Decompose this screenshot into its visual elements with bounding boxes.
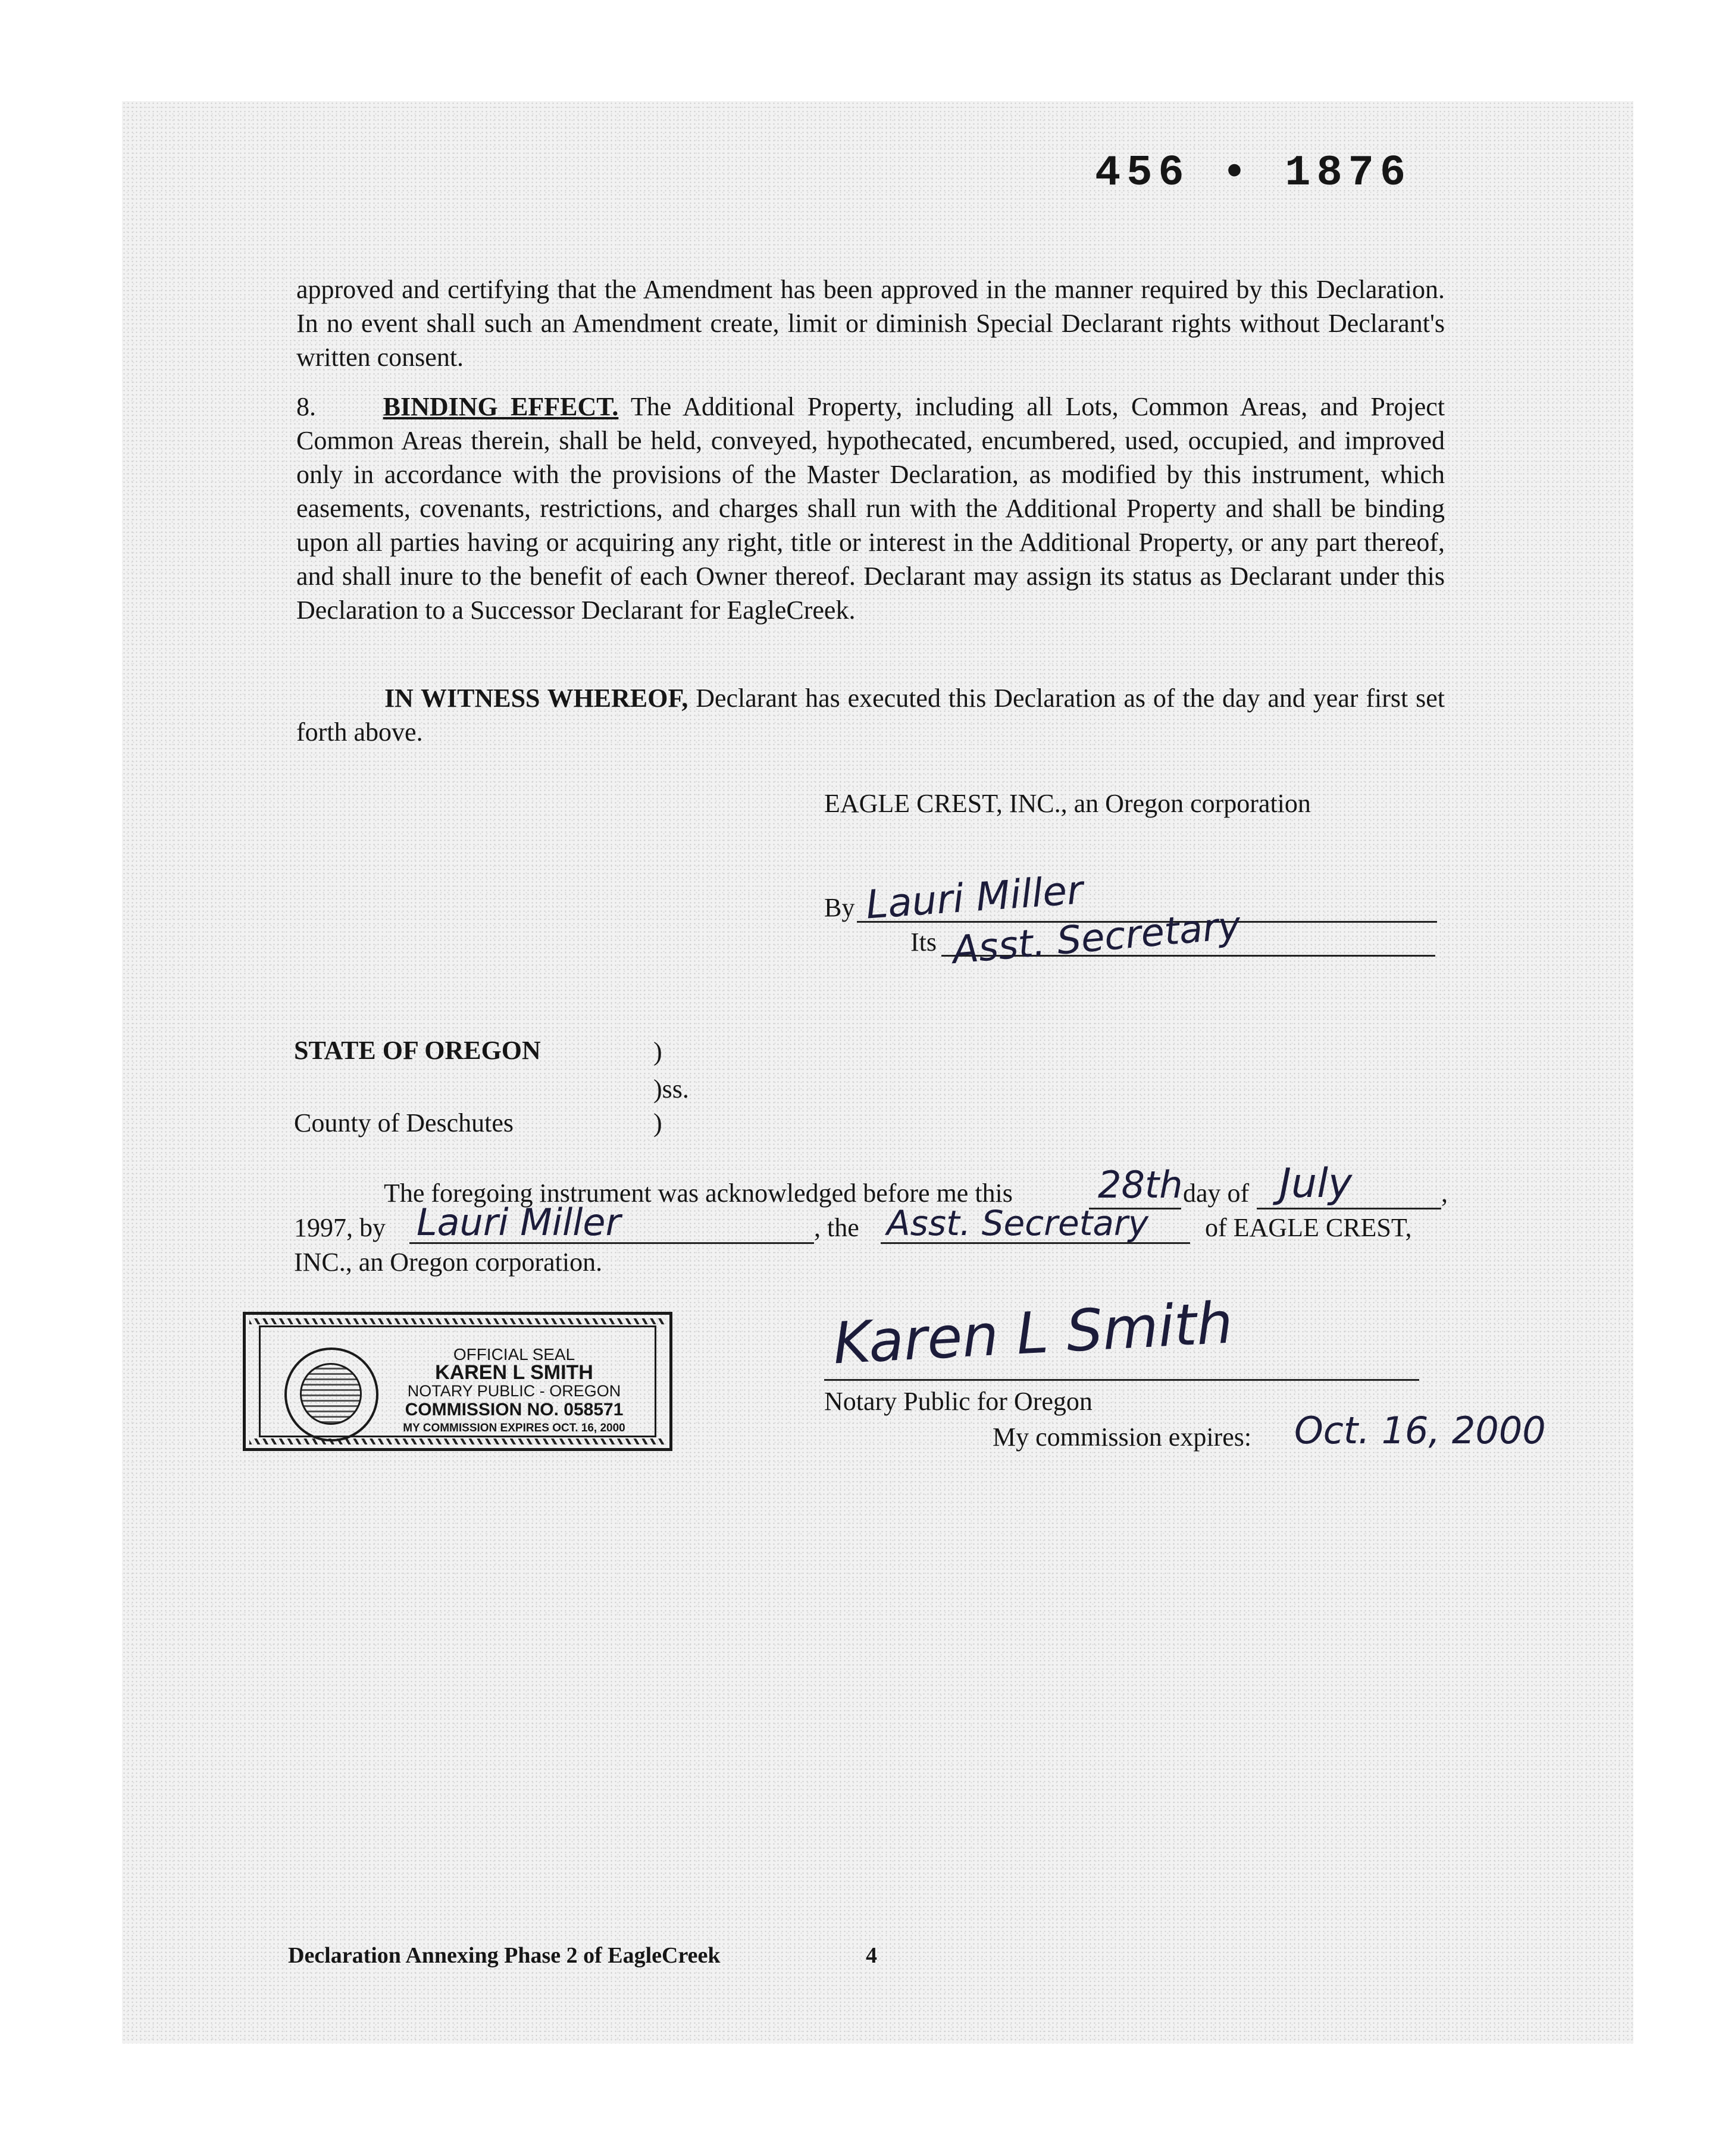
its-label: Its [910,927,937,957]
seal-rope-top [249,1318,666,1324]
seal-line-1: OFFICIAL SEAL [453,1345,575,1364]
seal-line-2: KAREN L SMITH [435,1361,593,1384]
by-signature: Lauri Miller [864,867,1085,928]
section-8-number: 8. [296,392,316,421]
ack-comma: , [1441,1179,1448,1208]
by-label: By [824,893,855,922]
seal-rope-bottom [249,1439,666,1444]
seal-line-3: NOTARY PUBLIC - OREGON [407,1382,621,1400]
witness-lead: IN WITNESS WHEREOF, [384,684,688,713]
seal-text [392,1345,637,1437]
section-8-text: The Additional Property, including all Lots, Common Areas, and Project Common Areas therein, shall be held, conveyed, hypothecated, encumbered, used, occupied, and improved only in accordance with the provisions of the Master Declaration, as modified by this instrument, which easements, covenants, restrictions, and charges shall run with the Additional Property and shall be binding upon all parties having or acquiring any right, title or interest in the Additional Property, or any part thereof, and shall inure to the benefit of each Owner thereof. Declarant may assign its status as Declarant under this Declaration to a Successor Declarant for EagleCreek. [296,392,1445,625]
venue-paren-2: ) [653,1108,662,1137]
ack-the: , the [814,1213,859,1242]
notary-signature: Karen L Smith [831,1289,1235,1377]
ack-month-line [1257,1208,1441,1209]
commission-expires-value: Oct. 16, 2000 [1294,1409,1546,1452]
notary-signature-line [824,1379,1419,1381]
state-seal-center [300,1363,362,1425]
seal-line-5: MY COMMISSION EXPIRES OCT. 16, 2000 [403,1422,625,1434]
ack-year-by: 1997, by [294,1213,386,1242]
ack-name: Lauri Miller [417,1201,621,1244]
ack-month: July [1279,1160,1353,1207]
venue-county: County of Deschutes [294,1108,514,1137]
section-8-heading: BINDING EFFECT. [383,392,619,421]
venue-ss: )ss. [653,1074,689,1104]
notary-seal [243,1312,672,1451]
ack-part2: day of [1183,1179,1250,1208]
seal-frame [259,1325,656,1437]
company-name: EAGLE CREST, INC., an Oregon corporation [824,789,1311,818]
witness-paragraph [296,681,1445,749]
its-signature: Asst. Secretary [950,903,1242,973]
venue-paren-1: ) [653,1037,662,1066]
state-seal-emblem [284,1348,378,1441]
ack-day: 28th [1098,1163,1183,1207]
seal-line-4: COMMISSION NO. 058571 [405,1400,624,1419]
ack-of: of EAGLE CREST, [1205,1213,1412,1242]
recording-stamp-number: 456 • 1876 [1095,149,1412,198]
witness-text: Declarant has executed this Declaration as of the day and year first set forth above. [296,684,1445,747]
ack-end: INC., an Oregon corporation. [294,1248,603,1277]
footer-title: Declaration Annexing Phase 2 of EagleCreek [288,1943,721,1968]
ack-part1: The foregoing instrument was acknowledged before me this [384,1179,1013,1208]
ack-title: Asst. Secretary [887,1203,1149,1243]
venue-state: STATE OF OREGON [294,1036,541,1065]
footer-page-number: 4 [866,1943,877,1968]
section-8-paragraph [296,390,1445,627]
notary-label: Notary Public for Oregon [824,1387,1093,1416]
paragraph-continued: approved and certifying that the Amendment has been approved in the manner required by this Declaration. In no event shall such an Amendment create, limit or diminish Special Declarant rights without Declarant's written consent. [296,275,1445,372]
commission-expires-label: My commission expires: [993,1422,1252,1452]
